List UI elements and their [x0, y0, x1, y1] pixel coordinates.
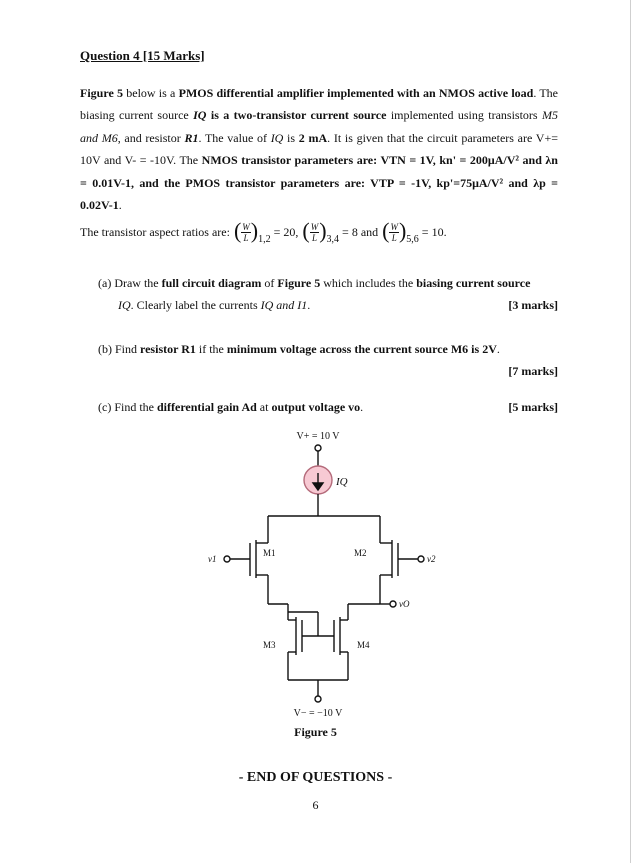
v2-label: v2: [427, 554, 436, 564]
aspect-ratios-line: The transistor aspect ratios are: ( W L ) 1,2 = 20, ( W L ) 3,4 = 8 and ( W L ) 5,6 = 10.: [80, 218, 447, 245]
vo-terminal: [390, 601, 396, 607]
part-b-marks: [7 marks]: [508, 364, 558, 378]
v1-terminal: [224, 556, 230, 562]
v1-label: v1: [208, 554, 217, 564]
m2-label: M2: [354, 548, 367, 558]
m1-label: M1: [263, 548, 276, 558]
m4-label: M4: [357, 640, 370, 650]
v2-terminal: [418, 556, 424, 562]
iq-label: IQ: [336, 476, 348, 488]
part-b: (b) Find resistor R1 if the minimum voltage across the current source M6 is 2V. [7 marks]: [98, 338, 558, 382]
part-c-marks: [5 marks]: [508, 400, 558, 414]
part-a-marks: [3 marks]: [508, 298, 558, 312]
end-of-questions: - END OF QUESTIONS -: [238, 770, 393, 785]
m3-label: M3: [263, 640, 276, 650]
vminus-label: V− = −10 V: [293, 708, 343, 719]
ratio-56: ( W L ) 5,6: [382, 218, 419, 245]
part-a: (a) Draw the full circuit diagram of Figure 5 which includes the biasing current source IQ. Clearly label the currents IQ and I1. [3 marks]: [98, 272, 558, 316]
vplus-label: V+ = 10 V: [296, 431, 340, 442]
vplus-terminal: [315, 445, 321, 451]
question-intro: Figure 5 below is a PMOS differential amplifier implemented with an NMOS active load. The biasing current source IQ is a two-transistor current source implemented using transistors M5 and M6, and resistor R1. The value of IQ is 2 mA. It is given that the circuit parameters are V+= 10V and V- = -10V. The NMOS transistor parameters are: VTN = 1V, kn' = 200μA/V² and λn = 0.01V-1, and the PMOS transistor parameters are: VTP = -1V, kp'=75μA/V² and λp = 0.02V-1.: [80, 86, 558, 213]
vminus-terminal: [315, 696, 321, 702]
ratio-34: ( W L ) 3,4: [302, 218, 340, 245]
figure-ref: Figure 5: [80, 86, 124, 100]
page-number: 6: [312, 798, 319, 812]
vo-label: vO: [399, 599, 410, 609]
ratio-12: ( W L ) 1,2: [233, 218, 271, 245]
part-c: (c) Find the differential gain Ad at output voltage vo. [5 marks]: [98, 396, 558, 418]
figure-caption: Figure 5: [294, 725, 337, 739]
question-title: Question 4 [15 Marks]: [80, 48, 205, 63]
